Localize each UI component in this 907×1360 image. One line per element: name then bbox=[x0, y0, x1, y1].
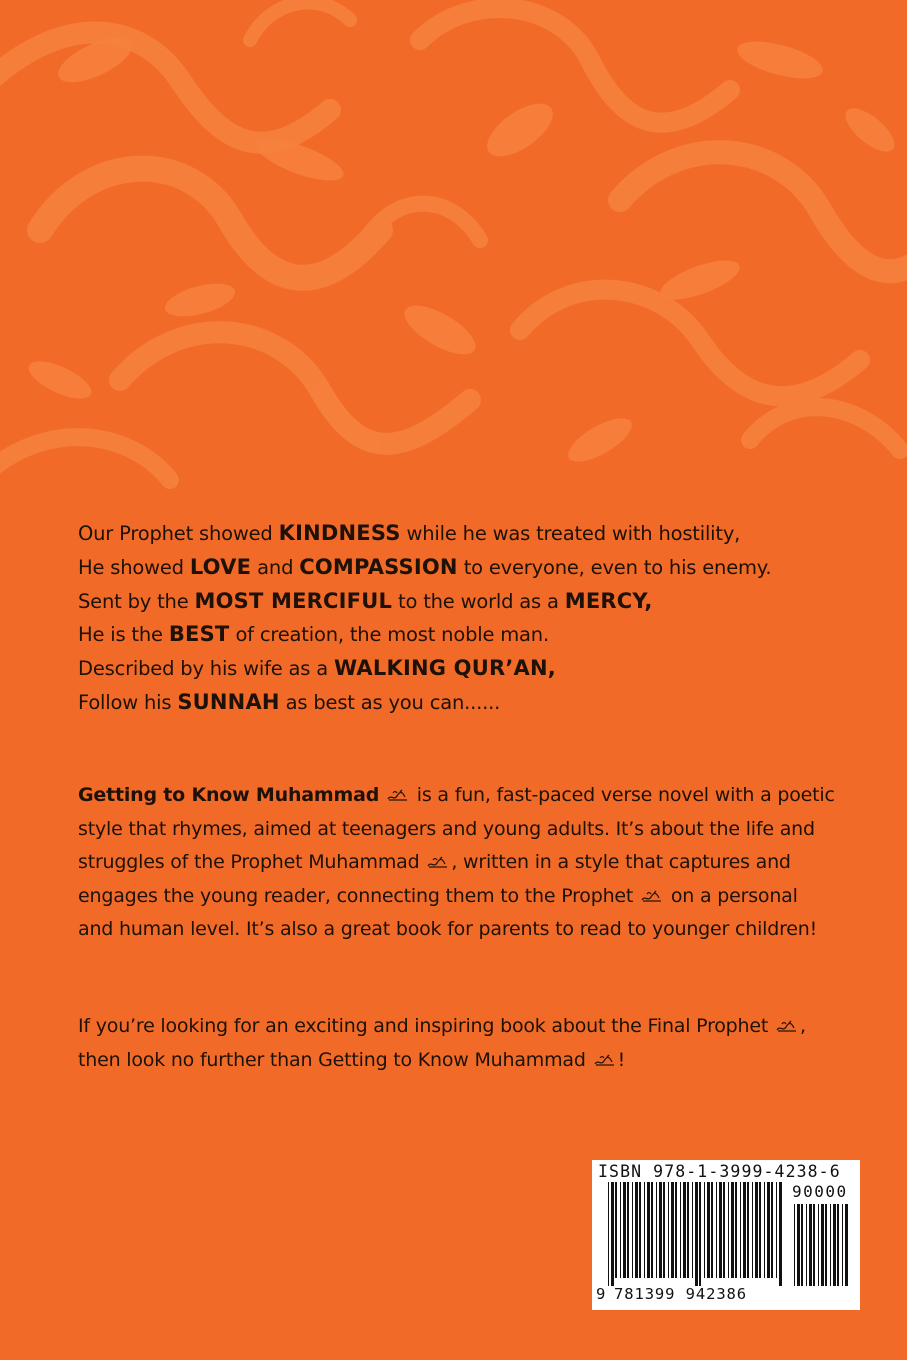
barcode-bar bbox=[818, 1204, 819, 1286]
description-line bbox=[78, 779, 838, 813]
poem-text: while he was treated with hostility, bbox=[400, 522, 741, 545]
description-line bbox=[78, 813, 838, 847]
description-text: is a fun, fast-paced verse novel with a poetic bbox=[410, 784, 835, 806]
poem-text: to everyone, even to his enemy. bbox=[457, 555, 772, 579]
description-text: and human level. It’s also a great book for parents to read to younger children! bbox=[78, 918, 818, 941]
description-text: engages the young reader, connecting them to the Prophet bbox=[78, 884, 640, 907]
barcode-bar bbox=[699, 1182, 701, 1286]
barcode-bar bbox=[671, 1182, 674, 1278]
poem-emphasis: WALKING QUR’AN, bbox=[334, 656, 556, 681]
arabesque-calligraphy-pattern bbox=[0, 0, 907, 560]
barcode-bar bbox=[752, 1182, 753, 1278]
poem-line-2 bbox=[78, 551, 878, 585]
pbuh-honorific-icon bbox=[387, 788, 409, 802]
barcode-bar bbox=[825, 1204, 827, 1286]
poem-text: Described by his wife as a bbox=[78, 657, 335, 681]
barcode-bar bbox=[611, 1182, 614, 1286]
pbuh-honorific-icon bbox=[641, 889, 663, 903]
poem-text: He is the bbox=[78, 623, 169, 647]
poem-emphasis: LOVE bbox=[189, 554, 252, 579]
ean-first-digit: 9 bbox=[596, 1285, 606, 1303]
poem-emphasis: COMPASSION bbox=[299, 554, 458, 579]
description-line bbox=[78, 913, 838, 947]
barcode-bar bbox=[683, 1182, 686, 1278]
barcode-bar bbox=[707, 1182, 710, 1278]
barcode-bar bbox=[704, 1182, 705, 1278]
barcode-bar bbox=[620, 1182, 621, 1278]
barcode-bar bbox=[728, 1182, 729, 1278]
description-line bbox=[78, 846, 838, 880]
book-description bbox=[78, 779, 838, 947]
barcode-bar bbox=[755, 1182, 758, 1278]
barcode-bar bbox=[735, 1182, 737, 1278]
poem-text: Our Prophet showed bbox=[78, 522, 279, 545]
barcode-bar bbox=[806, 1204, 807, 1286]
barcode-bar bbox=[659, 1182, 662, 1278]
barcode-bar bbox=[809, 1204, 812, 1286]
poem bbox=[78, 517, 878, 720]
barcode-bar bbox=[716, 1182, 717, 1278]
poem-emphasis: SUNNAH bbox=[177, 689, 280, 714]
poem-text: Follow his bbox=[78, 690, 178, 714]
poem-line-5 bbox=[78, 652, 878, 686]
barcode-bar bbox=[842, 1204, 843, 1286]
barcode-bar bbox=[743, 1182, 746, 1278]
poem-line-4 bbox=[78, 618, 878, 652]
poem-text: to the world as a bbox=[392, 589, 565, 613]
barcode-bar bbox=[647, 1182, 650, 1278]
description-text: struggles of the Prophet Muhammad bbox=[78, 851, 426, 874]
book-title-bold: Getting to Know Muhammad bbox=[78, 784, 380, 806]
barcode-bar bbox=[740, 1182, 741, 1278]
poem-line-6 bbox=[78, 686, 878, 720]
barcode-bar bbox=[759, 1182, 761, 1278]
closing-line bbox=[78, 1010, 838, 1044]
poem-text: of creation, the most noble man. bbox=[229, 623, 549, 647]
isbn-label: ISBN 978-1-3999-4238-6 bbox=[598, 1162, 841, 1181]
closing-paragraph bbox=[78, 1010, 838, 1077]
description-text: style that rhymes, aimed at teenagers and young adults. It’s about the life and bbox=[78, 817, 815, 840]
poem-emphasis: KINDNESS bbox=[278, 521, 401, 545]
barcode-bar bbox=[695, 1182, 698, 1286]
barcode-bar bbox=[675, 1182, 677, 1278]
poem-text: He showed bbox=[78, 555, 190, 579]
poem-line-1 bbox=[78, 517, 878, 551]
poem-emphasis: MERCY, bbox=[564, 588, 653, 613]
isbn-barcode bbox=[592, 1160, 860, 1310]
barcode-bar bbox=[813, 1204, 815, 1286]
barcode-bar bbox=[623, 1182, 626, 1278]
addon-bars bbox=[794, 1204, 852, 1286]
barcode-bar bbox=[833, 1204, 836, 1286]
poem-text: Sent by the bbox=[78, 589, 195, 613]
barcode-bar bbox=[719, 1182, 722, 1278]
barcode-bar bbox=[608, 1182, 609, 1286]
pbuh-honorific-icon bbox=[776, 1019, 798, 1033]
barcode-bar bbox=[801, 1204, 803, 1286]
barcode-bar bbox=[797, 1204, 800, 1286]
barcode-bar bbox=[680, 1182, 681, 1278]
barcode-bar bbox=[644, 1182, 645, 1278]
description-text: on a personal bbox=[665, 884, 798, 907]
barcode-bar bbox=[615, 1182, 617, 1278]
barcode-bar bbox=[776, 1182, 777, 1278]
barcode-bar bbox=[731, 1182, 734, 1278]
description-text: , written in a style that captures and bbox=[451, 851, 791, 874]
barcode-bar bbox=[830, 1204, 831, 1286]
barcode-bar bbox=[845, 1204, 848, 1286]
barcode-bar bbox=[821, 1204, 824, 1286]
barcode-bar bbox=[747, 1182, 749, 1278]
pbuh-honorific-icon bbox=[427, 855, 449, 869]
barcode-bar bbox=[632, 1182, 633, 1278]
barcode-bar bbox=[687, 1182, 689, 1278]
barcode-bar bbox=[771, 1182, 773, 1278]
barcode-bar bbox=[711, 1182, 713, 1278]
addon-digits: 90000 bbox=[792, 1182, 848, 1201]
closing-text: ! bbox=[617, 1048, 625, 1071]
barcode-bar bbox=[668, 1182, 669, 1278]
pbuh-honorific-icon bbox=[594, 1053, 616, 1067]
description-line bbox=[78, 880, 838, 914]
barcode-bar bbox=[767, 1182, 770, 1278]
barcode-bar bbox=[627, 1182, 629, 1278]
poem-emphasis: BEST bbox=[168, 622, 230, 647]
poem-emphasis: MOST MERCIFUL bbox=[194, 588, 393, 613]
barcode-bar bbox=[639, 1182, 641, 1278]
poem-line-3 bbox=[78, 585, 878, 619]
closing-text: If you’re looking for an exciting and inspiring book about the Final Prophet bbox=[78, 1015, 774, 1037]
barcode-bar bbox=[723, 1182, 725, 1278]
barcode-bar bbox=[635, 1182, 638, 1278]
poem-text: as best as you can...... bbox=[279, 690, 501, 714]
barcode-bar bbox=[837, 1204, 839, 1286]
barcode-bar bbox=[656, 1182, 657, 1278]
barcode-bar bbox=[692, 1182, 693, 1278]
barcode-bar bbox=[794, 1204, 795, 1286]
ean13-bars bbox=[608, 1182, 786, 1286]
barcode-bar bbox=[651, 1182, 653, 1278]
poem-text: and bbox=[251, 555, 300, 579]
closing-text: , bbox=[799, 1015, 806, 1037]
closing-text: then look no further than Getting to Know Muhammad bbox=[78, 1048, 592, 1071]
barcode-bar bbox=[764, 1182, 765, 1278]
ean-digits: 781399 942386 bbox=[614, 1285, 748, 1303]
barcode-bar bbox=[779, 1182, 782, 1286]
closing-line bbox=[78, 1044, 838, 1078]
barcode-bar bbox=[663, 1182, 665, 1278]
